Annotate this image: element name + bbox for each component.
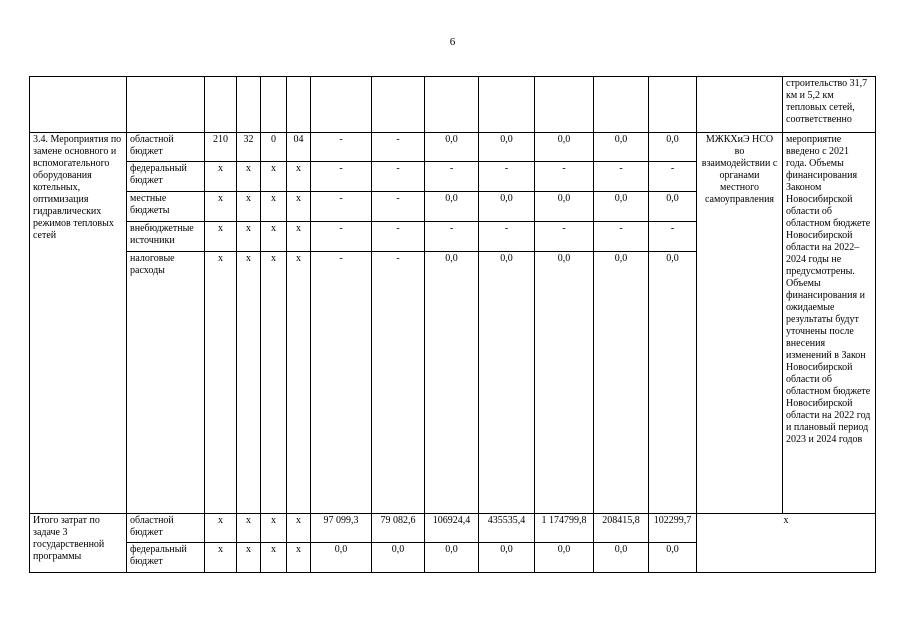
- code-cell: 0: [261, 133, 287, 162]
- code-cell: x: [261, 162, 287, 192]
- value-cell: 97 099,3: [311, 514, 372, 543]
- value-cell: 0,0: [425, 252, 479, 514]
- value-cell: 0,0: [594, 252, 649, 514]
- value-cell: -: [479, 222, 535, 252]
- source-label: налоговые расходы: [127, 252, 205, 514]
- value-cell: -: [535, 162, 594, 192]
- code-cell: x: [237, 543, 261, 573]
- value-cell: -: [311, 222, 372, 252]
- code-cell: 04: [287, 133, 311, 162]
- value-cell: -: [425, 222, 479, 252]
- value-cell: 0,0: [535, 252, 594, 514]
- value-cell: -: [372, 252, 425, 514]
- value-cell: -: [311, 192, 372, 222]
- value-cell: -: [649, 222, 697, 252]
- code-cell: x: [237, 222, 261, 252]
- value-cell: 0,0: [594, 543, 649, 573]
- value-cell: 0,0: [649, 133, 697, 162]
- value-cell: 0,0: [479, 543, 535, 573]
- value-cell: -: [372, 222, 425, 252]
- note-continuation: строительство 31,7 км и 5,2 км тепловых сетей, соответственно: [783, 77, 876, 133]
- value-cell: 435535,4: [479, 514, 535, 543]
- code-cell: x: [261, 514, 287, 543]
- value-cell: -: [311, 162, 372, 192]
- code-cell: x: [287, 252, 311, 514]
- value-cell: 0,0: [372, 543, 425, 573]
- code-cell: x: [261, 543, 287, 573]
- value-cell: -: [649, 162, 697, 192]
- value-cell: 0,0: [425, 133, 479, 162]
- source-label: федеральный бюджет: [127, 162, 205, 192]
- measure-note: мероприятие введено с 2021 года. Объемы финансирования Законом Новосибирской области об областном бюджете Новосибирской области на 2022–2024 годы не предусмотрены. Объемы финансирования и ожидаемые результаты будут уточнены после внесения изменений в Закон Новосибирской области об областном бюджете Новосибирской области на 2022 год и плановый период 2023 и 2024 годов: [783, 133, 876, 514]
- value-cell: -: [535, 222, 594, 252]
- value-cell: 0,0: [649, 192, 697, 222]
- page-number: 6: [449, 36, 456, 48]
- code-cell: x: [287, 192, 311, 222]
- value-cell: 79 082,6: [372, 514, 425, 543]
- code-cell: x: [237, 252, 261, 514]
- code-cell: x: [205, 543, 237, 573]
- value-cell: 0,0: [479, 252, 535, 514]
- value-cell: -: [372, 192, 425, 222]
- value-cell: 0,0: [311, 543, 372, 573]
- code-cell: 210: [205, 133, 237, 162]
- value-cell: -: [594, 162, 649, 192]
- budget-table: [29, 76, 876, 573]
- value-cell: 0,0: [425, 192, 479, 222]
- code-cell: x: [287, 514, 311, 543]
- source-label: местные бюджеты: [127, 192, 205, 222]
- value-cell: 0,0: [479, 192, 535, 222]
- code-cell: x: [205, 222, 237, 252]
- measure-row-regional: [30, 133, 876, 162]
- value-cell: 0,0: [479, 133, 535, 162]
- code-cell: 32: [237, 133, 261, 162]
- code-cell: x: [205, 162, 237, 192]
- executor: МЖКХиЭ НСО во взаимодействии с органами местного самоуправления: [697, 133, 783, 514]
- value-cell: 0,0: [425, 543, 479, 573]
- code-cell: x: [261, 252, 287, 514]
- value-cell: 0,0: [535, 133, 594, 162]
- value-cell: 102299,7: [649, 514, 697, 543]
- code-cell: x: [237, 514, 261, 543]
- code-cell: x: [237, 162, 261, 192]
- code-cell: x: [261, 222, 287, 252]
- value-cell: 1 174799,8: [535, 514, 594, 543]
- continuation-row: [30, 77, 876, 133]
- value-cell: 0,0: [649, 252, 697, 514]
- total-note: x: [697, 514, 876, 573]
- value-cell: 208415,8: [594, 514, 649, 543]
- code-cell: x: [287, 162, 311, 192]
- value-cell: -: [594, 222, 649, 252]
- source-label: областной бюджет: [127, 514, 205, 543]
- value-cell: 0,0: [594, 192, 649, 222]
- source-label: областной бюджет: [127, 133, 205, 162]
- code-cell: x: [287, 222, 311, 252]
- code-cell: x: [261, 192, 287, 222]
- code-cell: x: [205, 514, 237, 543]
- value-cell: -: [425, 162, 479, 192]
- value-cell: 106924,4: [425, 514, 479, 543]
- value-cell: 0,0: [535, 543, 594, 573]
- total-row-regional: [30, 514, 876, 543]
- source-label: внебюджетные источники: [127, 222, 205, 252]
- value-cell: 0,0: [594, 133, 649, 162]
- value-cell: -: [311, 252, 372, 514]
- value-cell: -: [372, 133, 425, 162]
- value-cell: -: [372, 162, 425, 192]
- code-cell: x: [287, 543, 311, 573]
- source-label: федеральный бюджет: [127, 543, 205, 573]
- value-cell: -: [479, 162, 535, 192]
- value-cell: 0,0: [535, 192, 594, 222]
- code-cell: x: [205, 192, 237, 222]
- measure-name: 3.4. Мероприятия по замене основного и вспомогательного оборудования котельных, оптимизация гидравлических режимов тепловых сетей: [30, 133, 127, 514]
- value-cell: 0,0: [649, 543, 697, 573]
- total-name: Итого затрат по задаче 3 государственной программы: [30, 514, 127, 573]
- code-cell: x: [205, 252, 237, 514]
- value-cell: -: [311, 133, 372, 162]
- code-cell: x: [237, 192, 261, 222]
